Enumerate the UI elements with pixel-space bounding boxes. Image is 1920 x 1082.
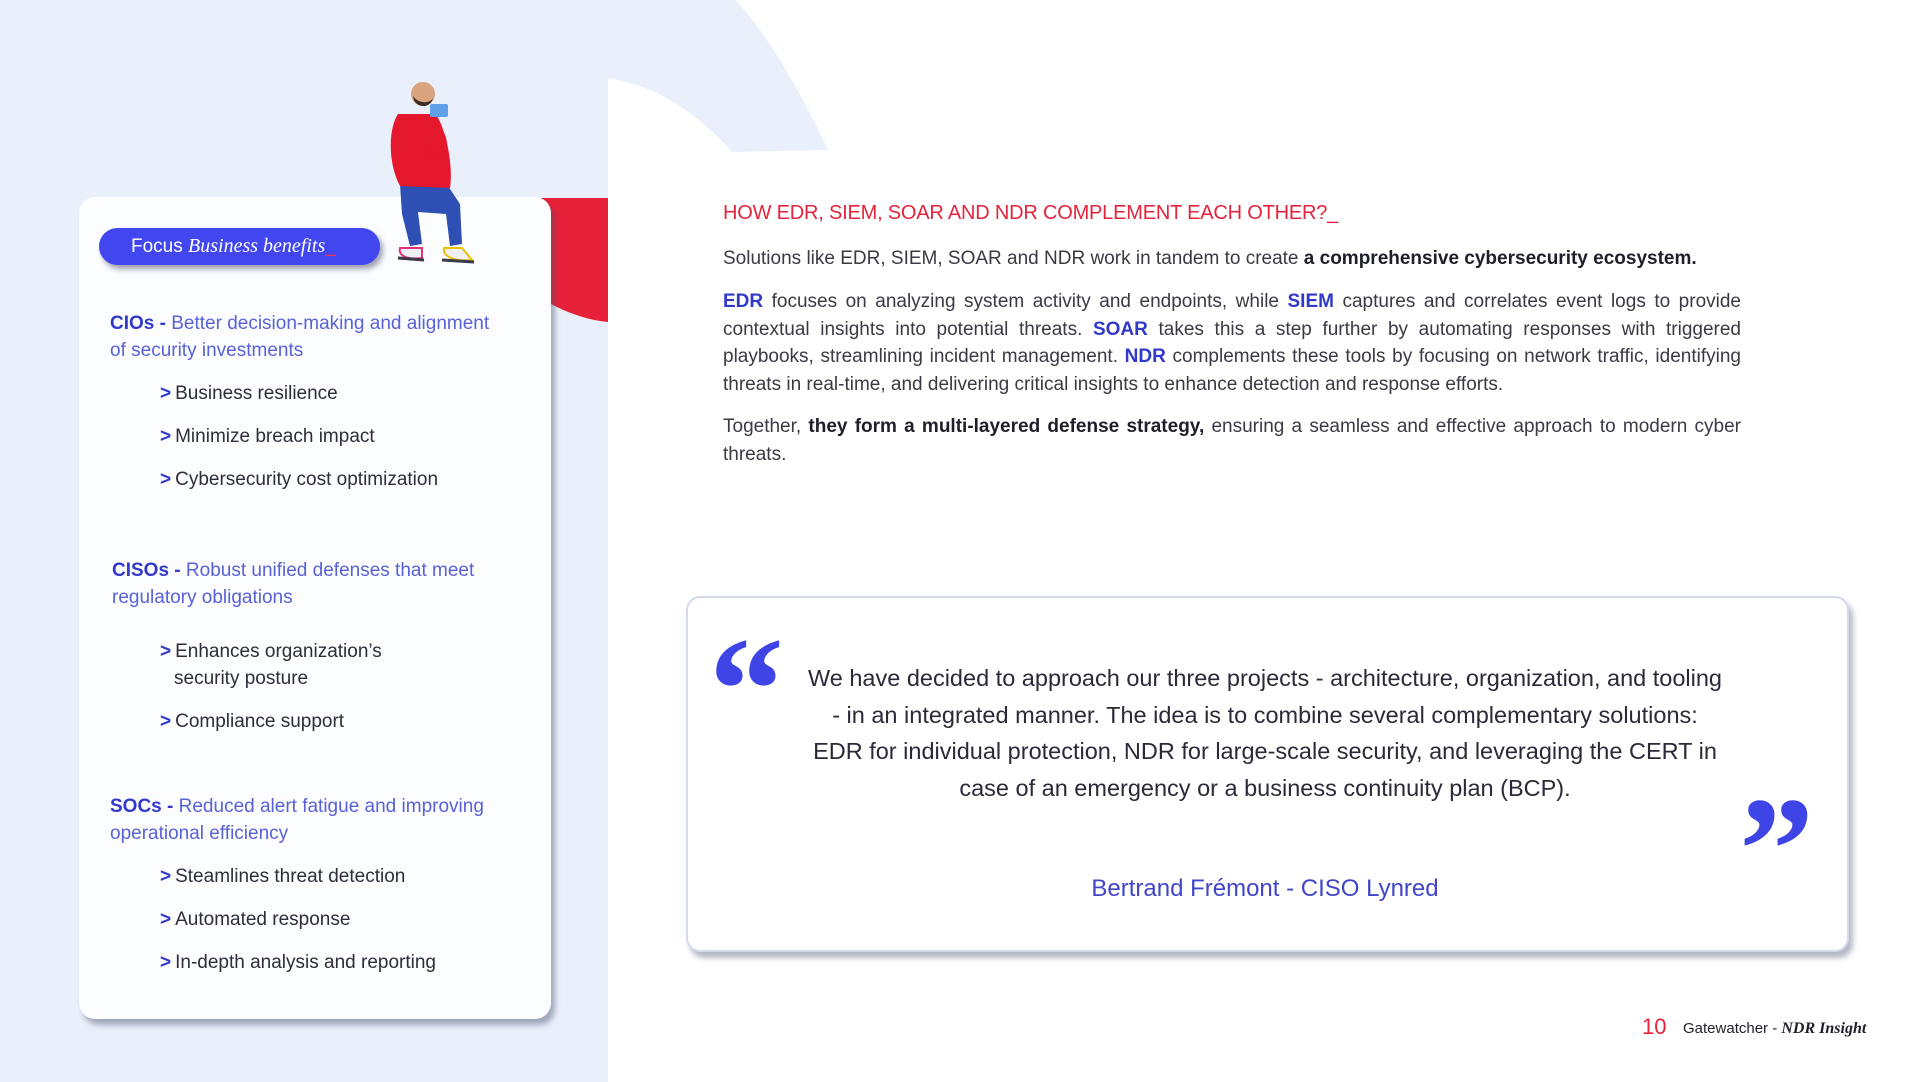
socs-title — [110, 793, 484, 847]
list-item-continuation: security posture — [174, 668, 309, 689]
svg-text:“: “ — [709, 607, 784, 773]
quote-author: Bertrand Frémont - CISO Lynred — [1091, 875, 1439, 902]
list-item: > Steamlines threat detection — [160, 866, 406, 887]
socs-title-line2: operational efficiency — [110, 823, 289, 844]
cios-title-line2: of security investments — [110, 340, 304, 361]
cios-role: CIOs - — [110, 313, 166, 334]
close-quote-icon — [1739, 767, 1819, 933]
socs-role: SOCs - — [110, 796, 174, 817]
focus-prefix: Focus — [131, 236, 189, 257]
list-item: > Automated response — [160, 909, 351, 930]
focus-cursor: _ — [325, 236, 336, 257]
list-item: > Business resilience — [160, 383, 338, 404]
svg-text:”: ” — [1739, 767, 1814, 933]
footer-brand: Gatewatcher - NDR Insight — [1683, 1020, 1867, 1037]
summary-paragraph: Together, they form a multi-layered defense strategy, ensuring a seamless and effective approach to modern cyber threats. — [723, 416, 1742, 465]
cisos-role: CISOs - — [112, 560, 181, 581]
cios-title — [110, 310, 489, 364]
person-with-tablet-illustration — [378, 74, 518, 288]
focus-business-benefits-pill — [99, 228, 380, 265]
cisos-title — [112, 557, 474, 611]
list-item: > Enhances organization’s — [160, 641, 382, 662]
cisos-title-line1: Robust unified defenses that meet — [185, 560, 475, 581]
focus-italic-label: Business benefits — [188, 235, 326, 257]
tools-paragraph: EDR focuses on analyzing system activity and endpoints, while SIEM captures and correlates event logs to provide contextual insights into potential threats. SOAR takes this a step further by automating responses with triggered playbooks, streamlining incident management. NDR complements these tools by focusing on network traffic, identifying threats in real-time, and delivering critical insights to enhance detection and response efforts. — [723, 291, 1741, 395]
socs-title-line1: Reduced alert fatigue and improving — [178, 796, 484, 817]
cios-title-line1: Better decision-making and alignment — [171, 313, 490, 334]
decorative-arc — [608, 0, 828, 152]
quote-text: We have decided to approach our three projects - architecture, organization, and tooling - in an integrated manner. The idea is to combine several complementary solutions: EDR for individual protection, NDR for large-scale security, and leveraging the CERT in case of an emergency or a business continuity plan (BCP). — [807, 665, 1722, 801]
list-item: > Minimize breach impact — [160, 426, 375, 447]
list-item: > In-depth analysis and reporting — [160, 952, 436, 973]
page-number: 10 — [1642, 1014, 1667, 1039]
list-item: > Compliance support — [160, 711, 345, 732]
section-heading: HOW EDR, SIEM, SOAR AND NDR COMPLEMENT EACH OTHER?_ — [723, 202, 1339, 224]
open-quote-icon — [709, 607, 789, 773]
cisos-title-line2: regulatory obligations — [112, 587, 293, 608]
list-item: > Cybersecurity cost optimization — [160, 469, 439, 490]
intro-paragraph: Solutions like EDR, SIEM, SOAR and NDR work in tandem to create a comprehensive cybersecurity ecosystem. — [723, 248, 1697, 269]
